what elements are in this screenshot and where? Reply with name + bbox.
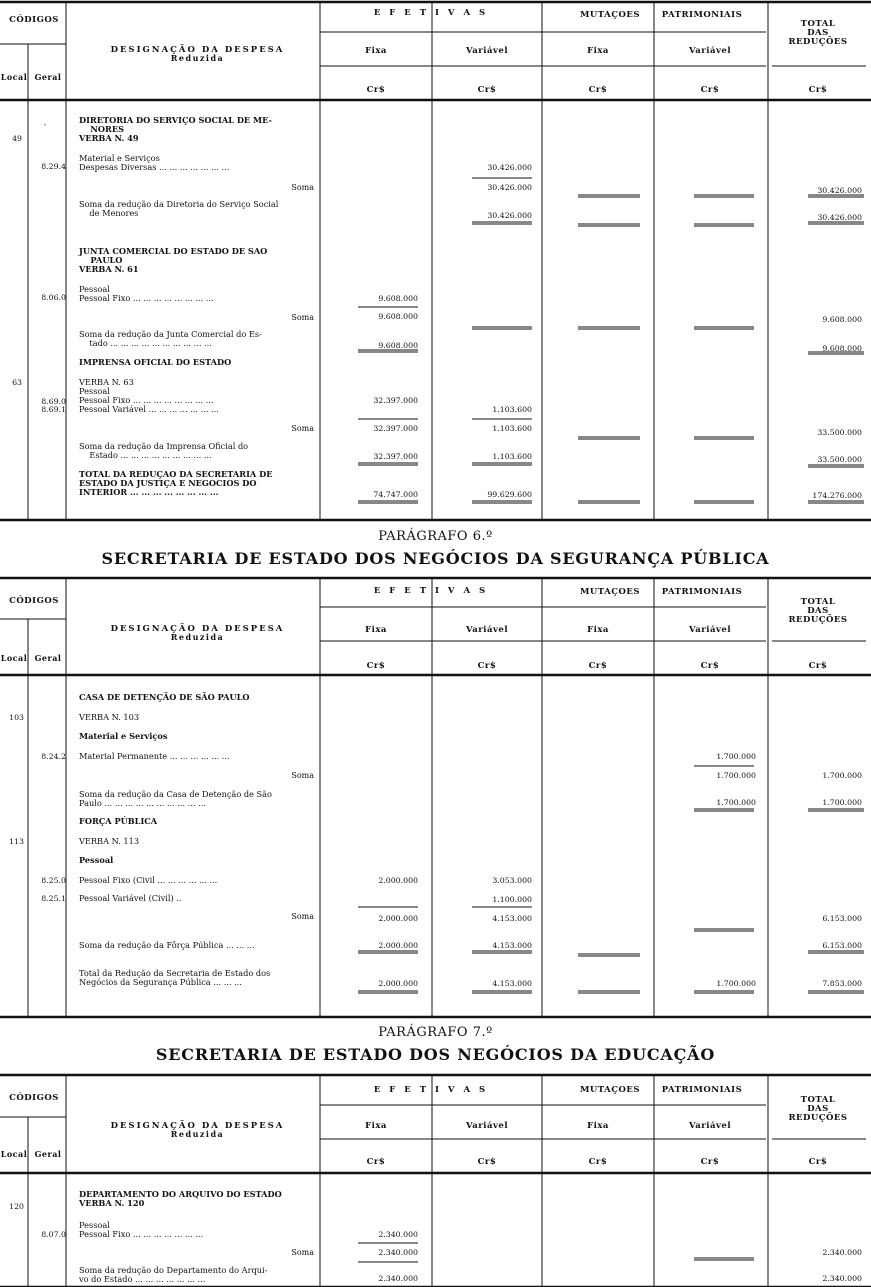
value-fixa: 74.747.000: [373, 490, 418, 499]
geral-code: 8.06.0: [41, 293, 66, 302]
header-local: Local: [0, 1149, 28, 1159]
geral-code: -: [43, 120, 47, 129]
header-designacao: DESIGNAÇÃO DA DESPESA: [110, 624, 285, 634]
header-local: Local: [0, 72, 28, 82]
verba-title: JUNTA COMERCIAL DO ESTADO DE SAO PAULO VERBA N. 61: [79, 246, 268, 274]
header-das: DAS: [807, 606, 829, 616]
verba-title: DIRETORIA DO SERVIÇO SOCIAL DE ME- NORES VERBA N. 49: [79, 115, 272, 143]
value-total: 2.340.000: [822, 1274, 862, 1283]
header-fixa: Fixa: [365, 625, 387, 635]
header-variavel: Variável: [465, 625, 509, 635]
header-mut-fixa: Fixa: [587, 1121, 609, 1131]
value-fixa: 9.608.000: [378, 312, 418, 321]
header-das: DAS: [807, 28, 829, 38]
header-efetivas: E F E T I V A S: [373, 586, 489, 596]
value-variavel: 3.053.000: [492, 876, 532, 885]
header-variavel: Variável: [465, 46, 509, 56]
header-das: DAS: [807, 1104, 829, 1114]
value-fixa: 2.000.000: [378, 941, 418, 950]
header-mut-variavel: Variável: [688, 1121, 732, 1131]
subtotal-desc: Soma da redução da Junta Comercial do Es- tado ... ... ... ... ... ... ... ... ... ...: [79, 329, 262, 348]
header-designacao: DESIGNAÇÃO DA DESPESA: [110, 45, 285, 55]
header-codigos: CÓDIGOS: [9, 15, 59, 25]
soma-label: Soma: [291, 424, 314, 433]
header-geral: Geral: [34, 72, 62, 82]
subtotal-desc: Soma da redução da Diretoria do Serviço Social de Menores: [79, 199, 279, 218]
expense-group: Material e Serviços: [79, 731, 168, 741]
header-patrimoniais: PATRIMONIAIS: [661, 10, 743, 20]
header-fixa: Fixa: [365, 1121, 387, 1131]
value-total: 174.276.000: [812, 491, 862, 500]
value-fixa: 32.397.000: [373, 424, 418, 433]
currency-variavel: Cr$: [477, 85, 497, 95]
paragrafo-heading: PARÁGRAFO 6.º: [378, 529, 493, 544]
value-mut-variavel: 1.700.000: [716, 798, 756, 807]
header-local: Local: [0, 653, 28, 663]
value-variavel: 1.103.600: [492, 452, 532, 461]
value-total: 33.500.000: [817, 428, 862, 437]
value-total: 1.700.000: [822, 771, 862, 780]
local-code: 63: [12, 378, 22, 387]
currency-mut-variavel: Cr$: [700, 1157, 720, 1167]
total-desc: TOTAL DA REDUÇAO DA SECRETARIA DE ESTADO DA JUSTIÇA E NEGOCIOS DO INTERIOR ... ... ... ... ... ... ... ...: [79, 469, 273, 497]
value-variavel: 4.153.000: [492, 914, 532, 923]
value-fixa: 9.608.000: [378, 341, 418, 350]
local-code: 113: [9, 837, 24, 846]
header-efetivas: E F E T I V A S: [373, 1085, 489, 1095]
expense-line: VERBA N. 113: [79, 836, 140, 846]
value-total: 6.153.000: [822, 941, 862, 950]
currency-variavel: Cr$: [477, 1157, 497, 1167]
geral-code: 8.25.0: [41, 876, 66, 885]
value-fixa: 2.000.000: [378, 979, 418, 988]
value-variavel: 4.153.000: [492, 979, 532, 988]
value-variavel: 1.100.000: [492, 895, 532, 904]
total-desc: Total da Redução da Secretaria de Estado dos Negócios da Segurança Pública ... ... ...: [79, 968, 271, 987]
value-variavel: 99.629.600: [487, 490, 532, 499]
geral-code: 8.07.0: [41, 1230, 66, 1239]
currency-mut-fixa: Cr$: [588, 1157, 608, 1167]
value-total: 7.853.000: [822, 979, 862, 988]
value-variavel: 30.426.000: [487, 163, 532, 172]
currency-total: Cr$: [808, 85, 828, 95]
secretaria-heading: SECRETARIA DE ESTADO DOS NEGÓCIOS DA EDUCAÇÃO: [155, 1045, 716, 1064]
secretaria-heading: SECRETARIA DE ESTADO DOS NEGÓCIOS DA SEGURANÇA PÚBLICA: [101, 549, 770, 568]
header-designacao: DESIGNAÇÃO DA DESPESA: [110, 1121, 285, 1131]
value-total: 9.608.000: [822, 315, 862, 324]
header-mut-variavel: Variável: [688, 46, 732, 56]
verba-title: IMPRENSA OFICIAL DO ESTADO: [79, 357, 232, 367]
currency-mut-variavel: Cr$: [700, 85, 720, 95]
value-variavel: 1.103.600: [492, 424, 532, 433]
currency-mut-fixa: Cr$: [588, 661, 608, 671]
geral-code: 8.29.4: [41, 162, 66, 171]
soma-label: Soma: [291, 313, 314, 322]
currency-fixa: Cr$: [366, 85, 386, 95]
expense-line: Pessoal Pessoal Fixo ... ... ... ... ... ... ... ...: [79, 284, 214, 303]
value-total: 1.700.000: [822, 798, 862, 807]
local-code: 49: [12, 134, 22, 143]
value-total: 9.608.000: [822, 344, 862, 353]
expense-line: Material Permanente ... ... ... ... ... ...: [79, 751, 230, 761]
soma-label: Soma: [291, 771, 314, 780]
geral-code: 8.25.1: [41, 894, 66, 903]
header-codigos: CÓDIGOS: [9, 596, 59, 606]
expense-line: Pessoal Pessoal Fixo ... ... ... ... ... ... ...: [79, 1220, 204, 1239]
header-mutacoes: MUTAÇOES: [579, 1085, 641, 1095]
currency-total: Cr$: [808, 661, 828, 671]
soma-label: Soma: [291, 912, 314, 921]
value-mut-variavel: 1.700.000: [716, 979, 756, 988]
header-reduzida: Reduzida: [170, 1129, 225, 1139]
header-mutacoes: MUTAÇOES: [579, 587, 641, 597]
value-total: 30.426.000: [817, 213, 862, 222]
value-fixa: 9.608.000: [378, 294, 418, 303]
value-variavel: 30.426.000: [487, 183, 532, 192]
verba-title: DEPARTAMENTO DO ARQUIVO DO ESTADO VERBA N. 120: [79, 1189, 282, 1208]
header-patrimoniais: PATRIMONIAIS: [661, 587, 743, 597]
currency-fixa: Cr$: [366, 661, 386, 671]
geral-code: 8.24.2: [41, 752, 66, 761]
subtotal-desc: Soma da redução da Fôrça Pública ... ... ...: [79, 940, 255, 950]
header-reducoes: REDUÇÕES: [788, 37, 848, 47]
expense-line: VERBA N. 63 Pessoal Pessoal Fixo ... ... ... ... ... ... ... ... Pessoal Variável ... ... ... ... ... ... ...: [79, 377, 219, 414]
currency-fixa: Cr$: [366, 1157, 386, 1167]
subtotal-desc: Soma da redução da Casa de Detenção de São Paulo ... ... ... ... ... ... ... ... ... ...: [79, 789, 272, 808]
local-code: 103: [9, 713, 24, 722]
geral-code: 8.69.1: [41, 405, 66, 414]
expense-line: Material e Serviços Despesas Diversas ... ... ... ... ... ... ...: [79, 153, 230, 172]
currency-variavel: Cr$: [477, 661, 497, 671]
header-total: TOTAL: [800, 597, 836, 607]
value-fixa: 2.000.000: [378, 914, 418, 923]
soma-label: Soma: [291, 183, 314, 192]
header-efetivas: E F E T I V A S: [373, 8, 489, 18]
header-fixa: Fixa: [365, 46, 387, 56]
value-total: 6.153.000: [822, 914, 862, 923]
expense-line: VERBA N. 103: [79, 712, 140, 722]
currency-mut-variavel: Cr$: [700, 661, 720, 671]
header-total: TOTAL: [800, 19, 836, 29]
value-fixa: 32.397.000: [373, 452, 418, 461]
expense-group: Pessoal: [79, 855, 114, 865]
subtotal-desc: Soma da redução da Imprensa Oficial do Estado ... ... ... ... ... ... ... ... ...: [79, 441, 249, 460]
header-mutacoes: MUTAÇOES: [579, 10, 641, 20]
expense-line: Pessoal Fixo (Civil ... ... ... ... ... ...: [79, 875, 218, 885]
header-mut-fixa: Fixa: [587, 46, 609, 56]
header-mut-fixa: Fixa: [587, 625, 609, 635]
local-code: 120: [9, 1202, 24, 1211]
value-mut-variavel: 1.700.000: [716, 771, 756, 780]
header-reducoes: REDUÇÕES: [788, 1113, 848, 1123]
value-variavel: 1.103.600: [492, 405, 532, 414]
header-geral: Geral: [34, 1149, 62, 1159]
expense-line: Pessoal Variável (Civil) ..: [79, 893, 182, 903]
subtotal-desc: Soma da redução do Departamento do Arqui- vo do Estado ... ... ... ... ... ... ...: [79, 1265, 268, 1284]
header-reduzida: Reduzida: [170, 53, 225, 63]
header-variavel: Variável: [465, 1121, 509, 1131]
value-fixa: 2.340.000: [378, 1230, 418, 1239]
header-reduzida: Reduzida: [170, 632, 225, 642]
value-mut-variavel: 1.700.000: [716, 752, 756, 761]
header-patrimoniais: PATRIMONIAIS: [661, 1085, 743, 1095]
currency-mut-fixa: Cr$: [588, 85, 608, 95]
soma-label: Soma: [291, 1248, 314, 1257]
header-mut-variavel: Variável: [688, 625, 732, 635]
header-codigos: CÓDIGOS: [9, 1093, 59, 1103]
header-reducoes: REDUÇÕES: [788, 615, 848, 625]
value-variavel: 4.153.000: [492, 941, 532, 950]
value-total: 33.500.000: [817, 455, 862, 464]
value-total: 2.340.000: [822, 1248, 862, 1257]
header-geral: Geral: [34, 653, 62, 663]
value-fixa: 2.340.000: [378, 1248, 418, 1257]
currency-total: Cr$: [808, 1157, 828, 1167]
verba-title: CASA DE DETENÇÃO DE SÃO PAULO: [79, 692, 250, 702]
value-fixa: 2.000.000: [378, 876, 418, 885]
value-total: 30.426.000: [817, 186, 862, 195]
geral-code: 8.69.0: [41, 397, 66, 406]
value-variavel: 30.426.000: [487, 211, 532, 220]
value-fixa: 2.340.000: [378, 1274, 418, 1283]
paragrafo-heading: PARÁGRAFO 7.º: [378, 1025, 493, 1040]
header-total: TOTAL: [800, 1095, 836, 1105]
verba-title: FORÇA PÚBLICA: [79, 816, 158, 826]
value-fixa: 32.397.000: [373, 396, 418, 405]
